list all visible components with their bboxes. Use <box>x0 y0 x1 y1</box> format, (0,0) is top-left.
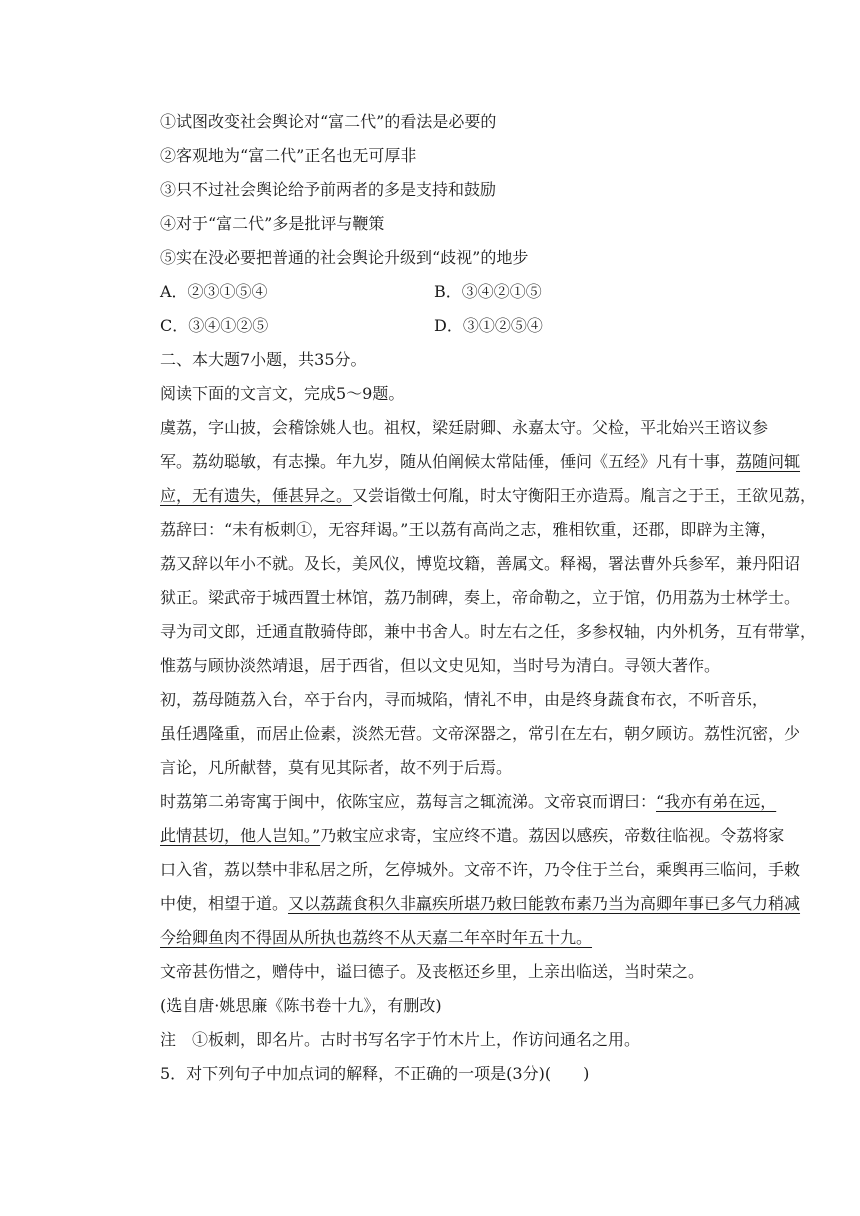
passage-line <box>160 486 817 506</box>
passage-line <box>160 452 801 472</box>
passage-line <box>160 792 777 812</box>
underlined-sentence: 此情甚切，他人岂知。” <box>160 826 321 845</box>
passage-line: 口入省，荔以禁中非私居之所，乞停城外。文帝不许，乃令住于兰台，乘舆再三临问，手敕 <box>160 860 801 879</box>
section-header: 二、本大题7小题，共35分。 <box>160 350 367 369</box>
option-4: ④对于“富二代”多是批评与鞭策 <box>160 214 385 233</box>
option-5: ⑤实在没必要把普通的社会舆论升级到“歧视”的地步 <box>160 248 529 267</box>
underlined-sentence: “我亦有弟在远， <box>656 792 777 811</box>
passage-line: 文帝甚伤惜之，赠侍中，谥曰德子。及丧柩还乡里，上亲出临送，当时荣之。 <box>160 962 705 981</box>
reading-instruction: 阅读下面的文言文，完成5～9题。 <box>160 384 405 403</box>
underlined-sentence: 应，无有遗失，倕甚异之。 <box>160 486 353 505</box>
underlined-sentence: 今给卿鱼肉不得固从所执也荔终不从天嘉二年卒时年五十九。 <box>160 928 593 947</box>
passage-line: 惟荔与顾协淡然靖退，居于西省，但以文史见知，当时号为清白。寻领大著作。 <box>160 656 721 675</box>
passage-line: 言论，凡所献替，莫有见其际者，故不列于后焉。 <box>160 758 513 777</box>
passage-text: 中使，相望于道。 <box>160 894 289 913</box>
passage-text: 又尝诣徵士何胤，时太守衡阳王亦造焉。胤言之于王，王欲见荔， <box>352 486 817 505</box>
passage-line <box>160 928 740 948</box>
option-3: ③只不过社会舆论给予前两者的多是支持和鼓励 <box>160 180 497 199</box>
passage-line: 虽任遇隆重，而居止俭素，淡然无营。文帝深器之，常引在左右，朝夕顾访。荔性沉密，少 <box>160 724 801 743</box>
choice-a: A．②③①⑤④ <box>160 282 268 301</box>
passage-line: 初，荔母随荔入台，卒于台内，寻而城陷，情礼不申，由是终身蔬食布衣，不听音乐， <box>160 690 769 709</box>
passage-line <box>160 826 785 846</box>
footnote: 注 ①板刺，即名片。古时书写名字于竹木片上，作访问通名之用。 <box>160 1030 641 1049</box>
passage-line: 寻为司文郎，迁通直散骑侍郎，兼中书舍人。时左右之任，多参权轴，内外机务，互有带掌， <box>160 622 817 641</box>
passage-line: 荔又辞以年小不就。及长，美风仪，博览坟籍，善属文。释褐，署法曹外兵参军，兼丹阳诏 <box>160 554 801 573</box>
underlined-sentence: 又以荔蔬食积久非羸疾所堪乃敕曰能敦布素乃当为高卿年事已多气力稍减 <box>288 894 801 913</box>
underlined-sentence: 荔随问辄 <box>736 452 801 471</box>
option-2: ②客观地为“富二代”正名也无可厚非 <box>160 146 417 165</box>
option-1: ①试图改变社会舆论对“富二代”的看法是必要的 <box>160 112 497 131</box>
choice-d: D．③①②⑤④ <box>434 316 543 335</box>
passage-line <box>160 894 801 914</box>
choice-b: B．③④②①⑤ <box>434 282 542 301</box>
source-citation: (选自唐·姚思廉《陈书卷十九》，有删改) <box>160 996 442 1015</box>
passage-line: 虞荔，字山披，会稽馀姚人也。祖权，梁廷尉卿、永嘉太守。父检，平北始兴王谘议参 <box>160 418 769 437</box>
passage-text: 乃敕宝应求寄，宝应终不遣。荔因以感疾，帝数往临视。令荔将家 <box>320 826 785 845</box>
passage-line: 狱正。梁武帝于城西置士林馆，荔乃制碑，奏上，帝命勒之，立于馆，仍用荔为士林学士。 <box>160 588 801 607</box>
passage-text: 时荔第二弟寄寓于闽中，依陈宝应，荔每言之辄流涕。文帝哀而谓曰： <box>160 792 657 811</box>
choice-c: C．③④①②⑤ <box>160 316 269 335</box>
passage-line: 荔辞曰：“未有板刺①，无容拜谒。”王以荔有高尚之志，雅相钦重，还郡，即辟为主簿， <box>160 520 777 539</box>
question-5: 5．对下列句子中加点词的解释，不正确的一项是(3分)( ) <box>160 1064 590 1083</box>
passage-text: 军。荔幼聪敏，有志操。年九岁，随从伯阐候太常陆倕，倕问《五经》凡有十事， <box>160 452 737 471</box>
